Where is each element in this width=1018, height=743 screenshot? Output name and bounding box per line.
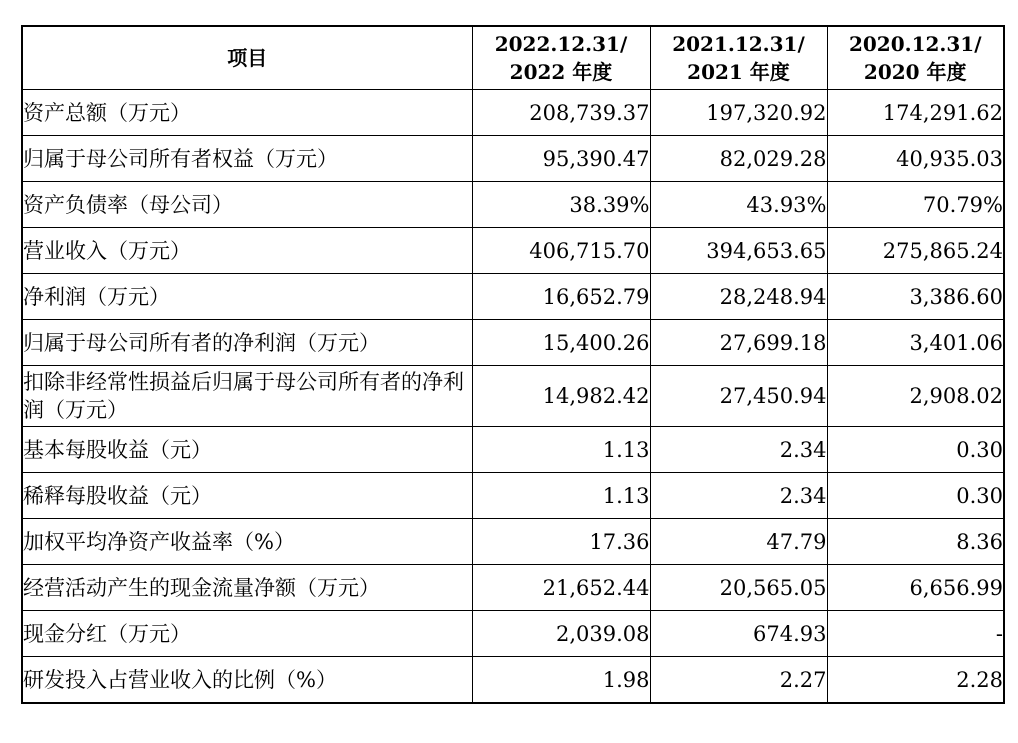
table-row [22, 274, 1004, 320]
table-row [22, 136, 1004, 182]
value-cell: 275,865.24 [827, 228, 1004, 274]
header-year: 2020 年度 [863, 60, 967, 84]
value-cell: 6,656.99 [827, 565, 1004, 611]
table-row [22, 611, 1004, 657]
row-label: 基本每股收益（元） [22, 427, 472, 473]
header-year: 2022 年度 [509, 60, 613, 84]
table-row [22, 473, 1004, 519]
value-cell: 15,400.26 [472, 320, 650, 366]
table-row [22, 427, 1004, 473]
value-cell: 2,039.08 [472, 611, 650, 657]
header-date: 2021.12.31/ [672, 32, 805, 56]
table-row [22, 90, 1004, 136]
value-cell: 70.79% [827, 182, 1004, 228]
row-label: 归属于母公司所有者权益（万元） [22, 136, 472, 182]
table-row [22, 320, 1004, 366]
value-cell: - [827, 611, 1004, 657]
table-row [22, 366, 1004, 427]
row-label: 资产总额（万元） [22, 90, 472, 136]
row-label: 加权平均净资产收益率（%） [22, 519, 472, 565]
value-cell: 2.34 [650, 427, 827, 473]
value-cell: 28,248.94 [650, 274, 827, 320]
row-label: 经营活动产生的现金流量净额（万元） [22, 565, 472, 611]
value-cell: 43.93% [650, 182, 827, 228]
value-cell: 2.27 [650, 657, 827, 704]
row-label: 研发投入占营业收入的比例（%） [22, 657, 472, 704]
value-cell: 0.30 [827, 427, 1004, 473]
header-col-2020 [827, 26, 1004, 90]
value-cell: 1.98 [472, 657, 650, 704]
value-cell: 1.13 [472, 427, 650, 473]
value-cell: 17.36 [472, 519, 650, 565]
row-label: 现金分红（万元） [22, 611, 472, 657]
row-label: 资产负债率（母公司） [22, 182, 472, 228]
table-row [22, 182, 1004, 228]
row-label: 稀释每股收益（元） [22, 473, 472, 519]
header-item: 项目 [22, 26, 472, 90]
value-cell: 208,739.37 [472, 90, 650, 136]
value-cell: 27,450.94 [650, 366, 827, 427]
value-cell: 2.34 [650, 473, 827, 519]
table-row [22, 228, 1004, 274]
row-label: 扣除非经常性损益后归属于母公司所有者的净利润（万元） [22, 366, 472, 427]
header-col-2021 [650, 26, 827, 90]
row-label: 归属于母公司所有者的净利润（万元） [22, 320, 472, 366]
value-cell: 406,715.70 [472, 228, 650, 274]
value-cell: 95,390.47 [472, 136, 650, 182]
value-cell: 47.79 [650, 519, 827, 565]
value-cell: 174,291.62 [827, 90, 1004, 136]
header-col-2022 [472, 26, 650, 90]
value-cell: 197,320.92 [650, 90, 827, 136]
value-cell: 0.30 [827, 473, 1004, 519]
header-date: 2022.12.31/ [494, 32, 628, 56]
table-row [22, 519, 1004, 565]
value-cell: 3,401.06 [827, 320, 1004, 366]
financial-table [21, 25, 1005, 704]
value-cell: 14,982.42 [472, 366, 650, 427]
value-cell: 21,652.44 [472, 565, 650, 611]
header-row [22, 26, 1004, 90]
row-label: 净利润（万元） [22, 274, 472, 320]
value-cell: 674.93 [650, 611, 827, 657]
value-cell: 1.13 [472, 473, 650, 519]
table-row [22, 657, 1004, 704]
value-cell: 2,908.02 [827, 366, 1004, 427]
value-cell: 394,653.65 [650, 228, 827, 274]
value-cell: 38.39% [472, 182, 650, 228]
header-date: 2020.12.31/ [848, 32, 982, 56]
value-cell: 20,565.05 [650, 565, 827, 611]
value-cell: 16,652.79 [472, 274, 650, 320]
value-cell: 27,699.18 [650, 320, 827, 366]
value-cell: 2.28 [827, 657, 1004, 704]
value-cell: 82,029.28 [650, 136, 827, 182]
header-year: 2021 年度 [687, 60, 790, 84]
value-cell: 3,386.60 [827, 274, 1004, 320]
value-cell: 40,935.03 [827, 136, 1004, 182]
table-row [22, 565, 1004, 611]
row-label: 营业收入（万元） [22, 228, 472, 274]
value-cell: 8.36 [827, 519, 1004, 565]
